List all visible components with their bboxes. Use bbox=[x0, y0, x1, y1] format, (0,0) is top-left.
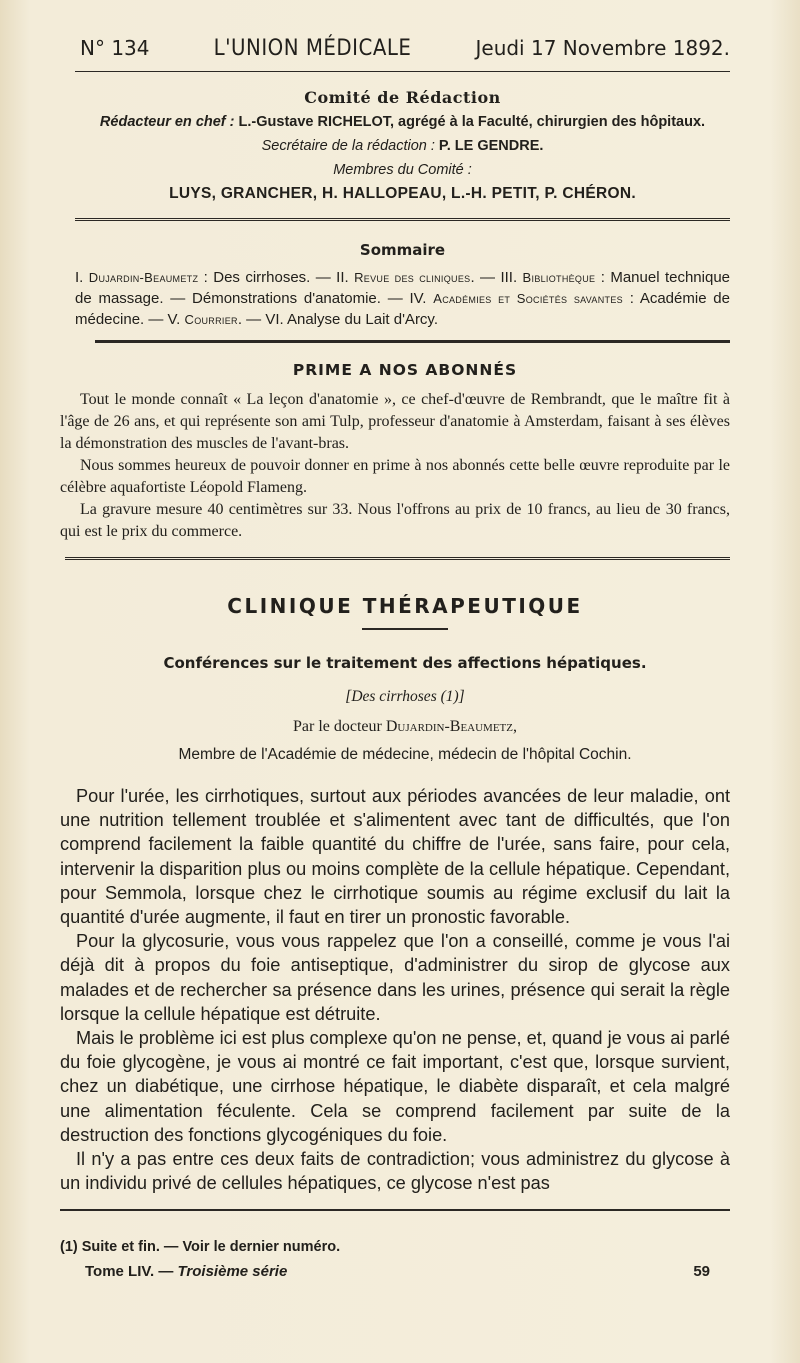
header-rule bbox=[75, 71, 730, 72]
prime-paragraph: Nous sommes heureux de pouvoir donner en prime à nos abonnés cette belle œuvre reproduite par le célèbre aquafortiste Léopold Flameng. bbox=[60, 457, 730, 496]
issue-date: Jeudi 17 Novembre 1892. bbox=[475, 36, 730, 60]
editor-text: L.-Gustave RICHELOT, agrégé à la Faculté, chirurgien des hôpitaux. bbox=[238, 114, 706, 130]
sommaire-segment: : Académie de médecine. — V. bbox=[75, 290, 730, 328]
prime-paragraph: La gravure mesure 40 centimètres sur 33. Nous l'offrons au prix de 10 francs, au lieu de 30 francs, qui est le prix du commerce. bbox=[60, 501, 730, 540]
body-paragraph: Mais le problème ici est plus complexe qu'on ne pense, et, quand je vous ai parlé du foie glycogène, je vous ai montré ce fait important, c'est que, lorsque survient, chez un diabétique, une cirrhose hépatique, le diabète disparaît, et cela malgré une alimentation féculente. Cela se comprend facilement par suite de la destruction des fonctions glycogéniques du foie. bbox=[60, 1028, 730, 1145]
sommaire-heading: Sommaire bbox=[359, 241, 446, 259]
sommaire-text bbox=[75, 267, 730, 330]
secretary-line bbox=[75, 134, 730, 158]
article-subtitle: [Des cirrhoses (1)] bbox=[345, 688, 465, 705]
prime-paragraph: Tout le monde connaît « La leçon d'anatomie », ce chef-d'œuvre de Rembrandt, que le maître fit à l'âge de 26 ans, et qui représente son ami Tulp, professeur d'anatomie à Amsterdam, faisant à ses élèves la démonstration des muscles de l'avant-bras. bbox=[60, 391, 730, 452]
committee-heading: Comité de Rédaction bbox=[304, 88, 501, 107]
page-header bbox=[60, 36, 730, 71]
committee-rule bbox=[75, 218, 730, 223]
sommaire-segment: I. bbox=[75, 269, 89, 286]
article-body bbox=[60, 784, 730, 1195]
body-paragraph: Pour l'urée, les cirrhotiques, surtout aux périodes avancées de leur maladie, ont une nutrition tellement troublée et s'alimentent avec tant de difficultés, que l'on comprend facilement la faible quantité du chiffre de l'urée, sans faire, pour cela, intervenir la disparition plus ou moins complète de la cellule hépatique. Cependant, pour Semmola, lorsque chez le cirrhotique soumis au régime exclusif du lait la quantité d'urée augmente, il faut en tirer un pronostic favorable. bbox=[60, 786, 730, 928]
sommaire-rubric: Courrier bbox=[184, 312, 238, 327]
secretary-name: P. LE GENDRE. bbox=[438, 138, 544, 154]
volume-info bbox=[85, 1263, 287, 1280]
sommaire-rubric: Dujardin-Beaumetz bbox=[88, 270, 199, 285]
sommaire-rubric: Bibliothèque bbox=[522, 270, 596, 285]
sommaire-segment: : Des cirrhoses. — II. bbox=[198, 269, 355, 286]
prime-notice bbox=[60, 389, 730, 543]
sommaire-segment: . — III. bbox=[470, 269, 523, 286]
members-names: LUYS, GRANCHER, H. HALLOPEAU, L.-H. PETIT, P. CHÉRON. bbox=[169, 185, 636, 202]
body-paragraph: Il n'y a pas entre ces deux faits de contradiction; vous administrez du glycose à un individu privé de cellules hépatiques, ce glycose n'est pas bbox=[60, 1149, 730, 1194]
page-number: 59 bbox=[693, 1263, 710, 1281]
section-title: CLINIQUE THÉRAPEUTIQUE bbox=[227, 594, 583, 618]
sommaire-rubric: Revue des cliniques bbox=[354, 270, 471, 285]
prime-heading: PRIME A NOS ABONNÉS bbox=[292, 361, 518, 379]
editor-line bbox=[75, 110, 730, 134]
editorial-committee bbox=[75, 86, 730, 206]
author-prefix: Par le docteur bbox=[292, 718, 386, 735]
section-rule bbox=[362, 628, 448, 630]
prime-rule bbox=[65, 557, 730, 562]
secretary-label: Secrétaire de la rédaction : bbox=[261, 138, 435, 154]
article-author bbox=[80, 718, 730, 736]
sommaire-rubric: Académies et Sociétés savantes bbox=[433, 291, 623, 306]
sommaire-rule bbox=[95, 340, 730, 343]
series-label: Troisième série bbox=[177, 1263, 288, 1281]
article-title: Conférences sur le traitement des affections hépatiques. bbox=[163, 654, 647, 672]
sommaire-segment: . — VI. Analyse du Lait d'Arcy. bbox=[237, 311, 438, 328]
editor-label: Rédacteur en chef : bbox=[99, 114, 235, 130]
issue-number: N° 134 bbox=[80, 36, 150, 60]
sommaire-segment: : Manuel technique de massage. — Démonstrations d'anatomie. — IV. bbox=[75, 269, 731, 307]
body-paragraph: Pour la glycosurie, vous vous rappelez que l'on a conseillé, comme je vous l'ai déjà dit à propos du foie antiseptique, d'administrer du sirop de glycose aux malades et de rechercher sa présence dans les urines, présence qui serait la règle lorsque la cellule hépatique est détruite. bbox=[60, 931, 730, 1024]
author-affiliation: Membre de l'Académie de médecine, médecin de l'hôpital Cochin. bbox=[178, 746, 632, 763]
footnote-rule bbox=[60, 1209, 730, 1211]
page-footer bbox=[85, 1263, 730, 1280]
members-label: Membres du Comité : bbox=[333, 162, 472, 178]
footnote: (1) Suite et fin. — Voir le dernier numéro. bbox=[60, 1239, 341, 1256]
tome-label: Tome LIV. — bbox=[85, 1263, 178, 1281]
journal-title: L'UNION MÉDICALE bbox=[213, 36, 412, 61]
author-name: Dujardin-Beaumetz, bbox=[385, 718, 517, 735]
